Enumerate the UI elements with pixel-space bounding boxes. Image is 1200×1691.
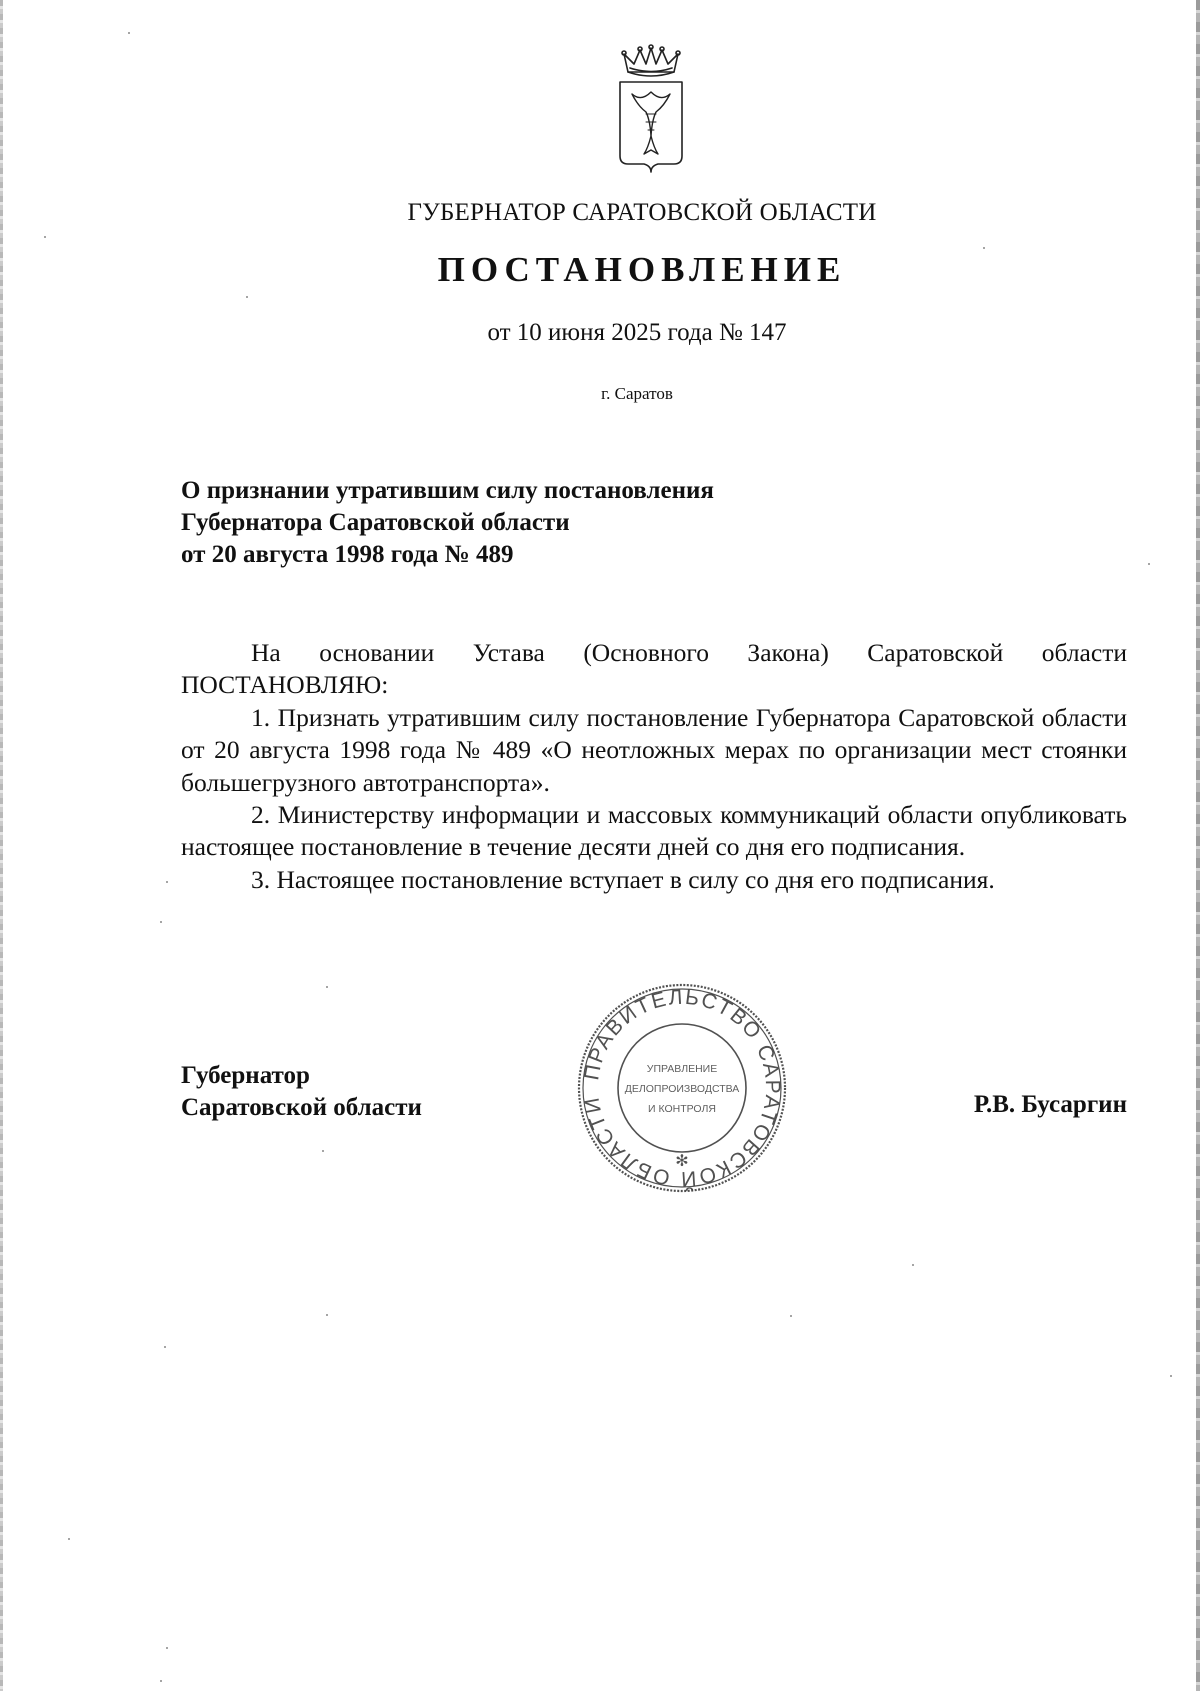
scan-speck xyxy=(164,1346,166,1348)
scan-speck xyxy=(983,247,985,249)
svg-text:✻: ✻ xyxy=(675,1151,689,1170)
scan-speck xyxy=(1148,563,1150,565)
signatory-title-line: Саратовской области xyxy=(181,1094,422,1121)
document-body xyxy=(181,637,1127,896)
body-item: 3. Настоящее постановление вступает в силу со дня его подписания. xyxy=(251,864,995,894)
scan-speck xyxy=(246,296,248,298)
signatory-title-line: Губернатор xyxy=(181,1062,310,1089)
seal-inner-line: И КОНТРОЛЯ xyxy=(648,1103,716,1115)
document-place: г. Саратов xyxy=(601,384,673,403)
scan-speck xyxy=(166,1647,168,1649)
scan-speck xyxy=(322,1150,324,1152)
seal-inner-line: ДЕЛОПРОИЗВОДСТВА xyxy=(624,1083,740,1095)
subject-line: О признании утратившим силу постановления xyxy=(181,477,714,504)
scan-speck xyxy=(160,921,162,923)
issuing-authority: ГУБЕРНАТОР САРАТОВСКОЙ ОБЛАСТИ xyxy=(407,199,877,226)
subject-line: от 20 августа 1998 года № 489 xyxy=(181,541,514,568)
scan-speck xyxy=(160,1680,162,1682)
document-date-number: от 10 июня 2025 года № 147 xyxy=(487,319,787,346)
scan-speck xyxy=(790,1315,792,1317)
scan-speck xyxy=(166,881,168,883)
scan-speck xyxy=(68,1538,70,1540)
seal-outer-text: ПРАВИТЕЛЬСТВО САРАТОВСКОЙ ОБЛАСТИ xyxy=(580,985,785,1191)
scan-speck xyxy=(326,1314,328,1316)
scan-speck xyxy=(326,986,328,988)
decree-word: ПОСТАНОВЛЯЮ: xyxy=(181,670,389,700)
seal-inner-line: УПРАВЛЕНИЕ xyxy=(646,1063,718,1075)
official-seal-icon xyxy=(574,980,790,1196)
document-type-title: ПОСТАНОВЛЕНИЕ xyxy=(437,250,847,289)
body-item: 1. Признать утратившим силу постановление Губернатора Саратовской области от 20 августа 1998 года № 489 «О неотложных мерах по организации мест стоянки большегрузного автотранспорта». xyxy=(181,702,1127,797)
body-preamble: На основании Устава (Основного Закона) Саратовской области xyxy=(251,638,1127,667)
scan-speck xyxy=(912,1264,914,1266)
signatory-title xyxy=(181,1060,422,1124)
scan-speck xyxy=(44,236,46,238)
signatory-name: Р.В. Бусаргин xyxy=(973,1091,1127,1118)
scan-speck xyxy=(1170,1375,1172,1377)
body-item: 2. Министерству информации и массовых коммуникаций области опубликовать настоящее постановление в течение десяти дней со дня его подписания. xyxy=(181,800,1127,862)
saratov-coat-of-arms-icon xyxy=(610,44,692,176)
subject-line: Губернатора Саратовской области xyxy=(181,509,570,536)
document-subject xyxy=(181,475,981,571)
scan-speck xyxy=(128,32,130,34)
